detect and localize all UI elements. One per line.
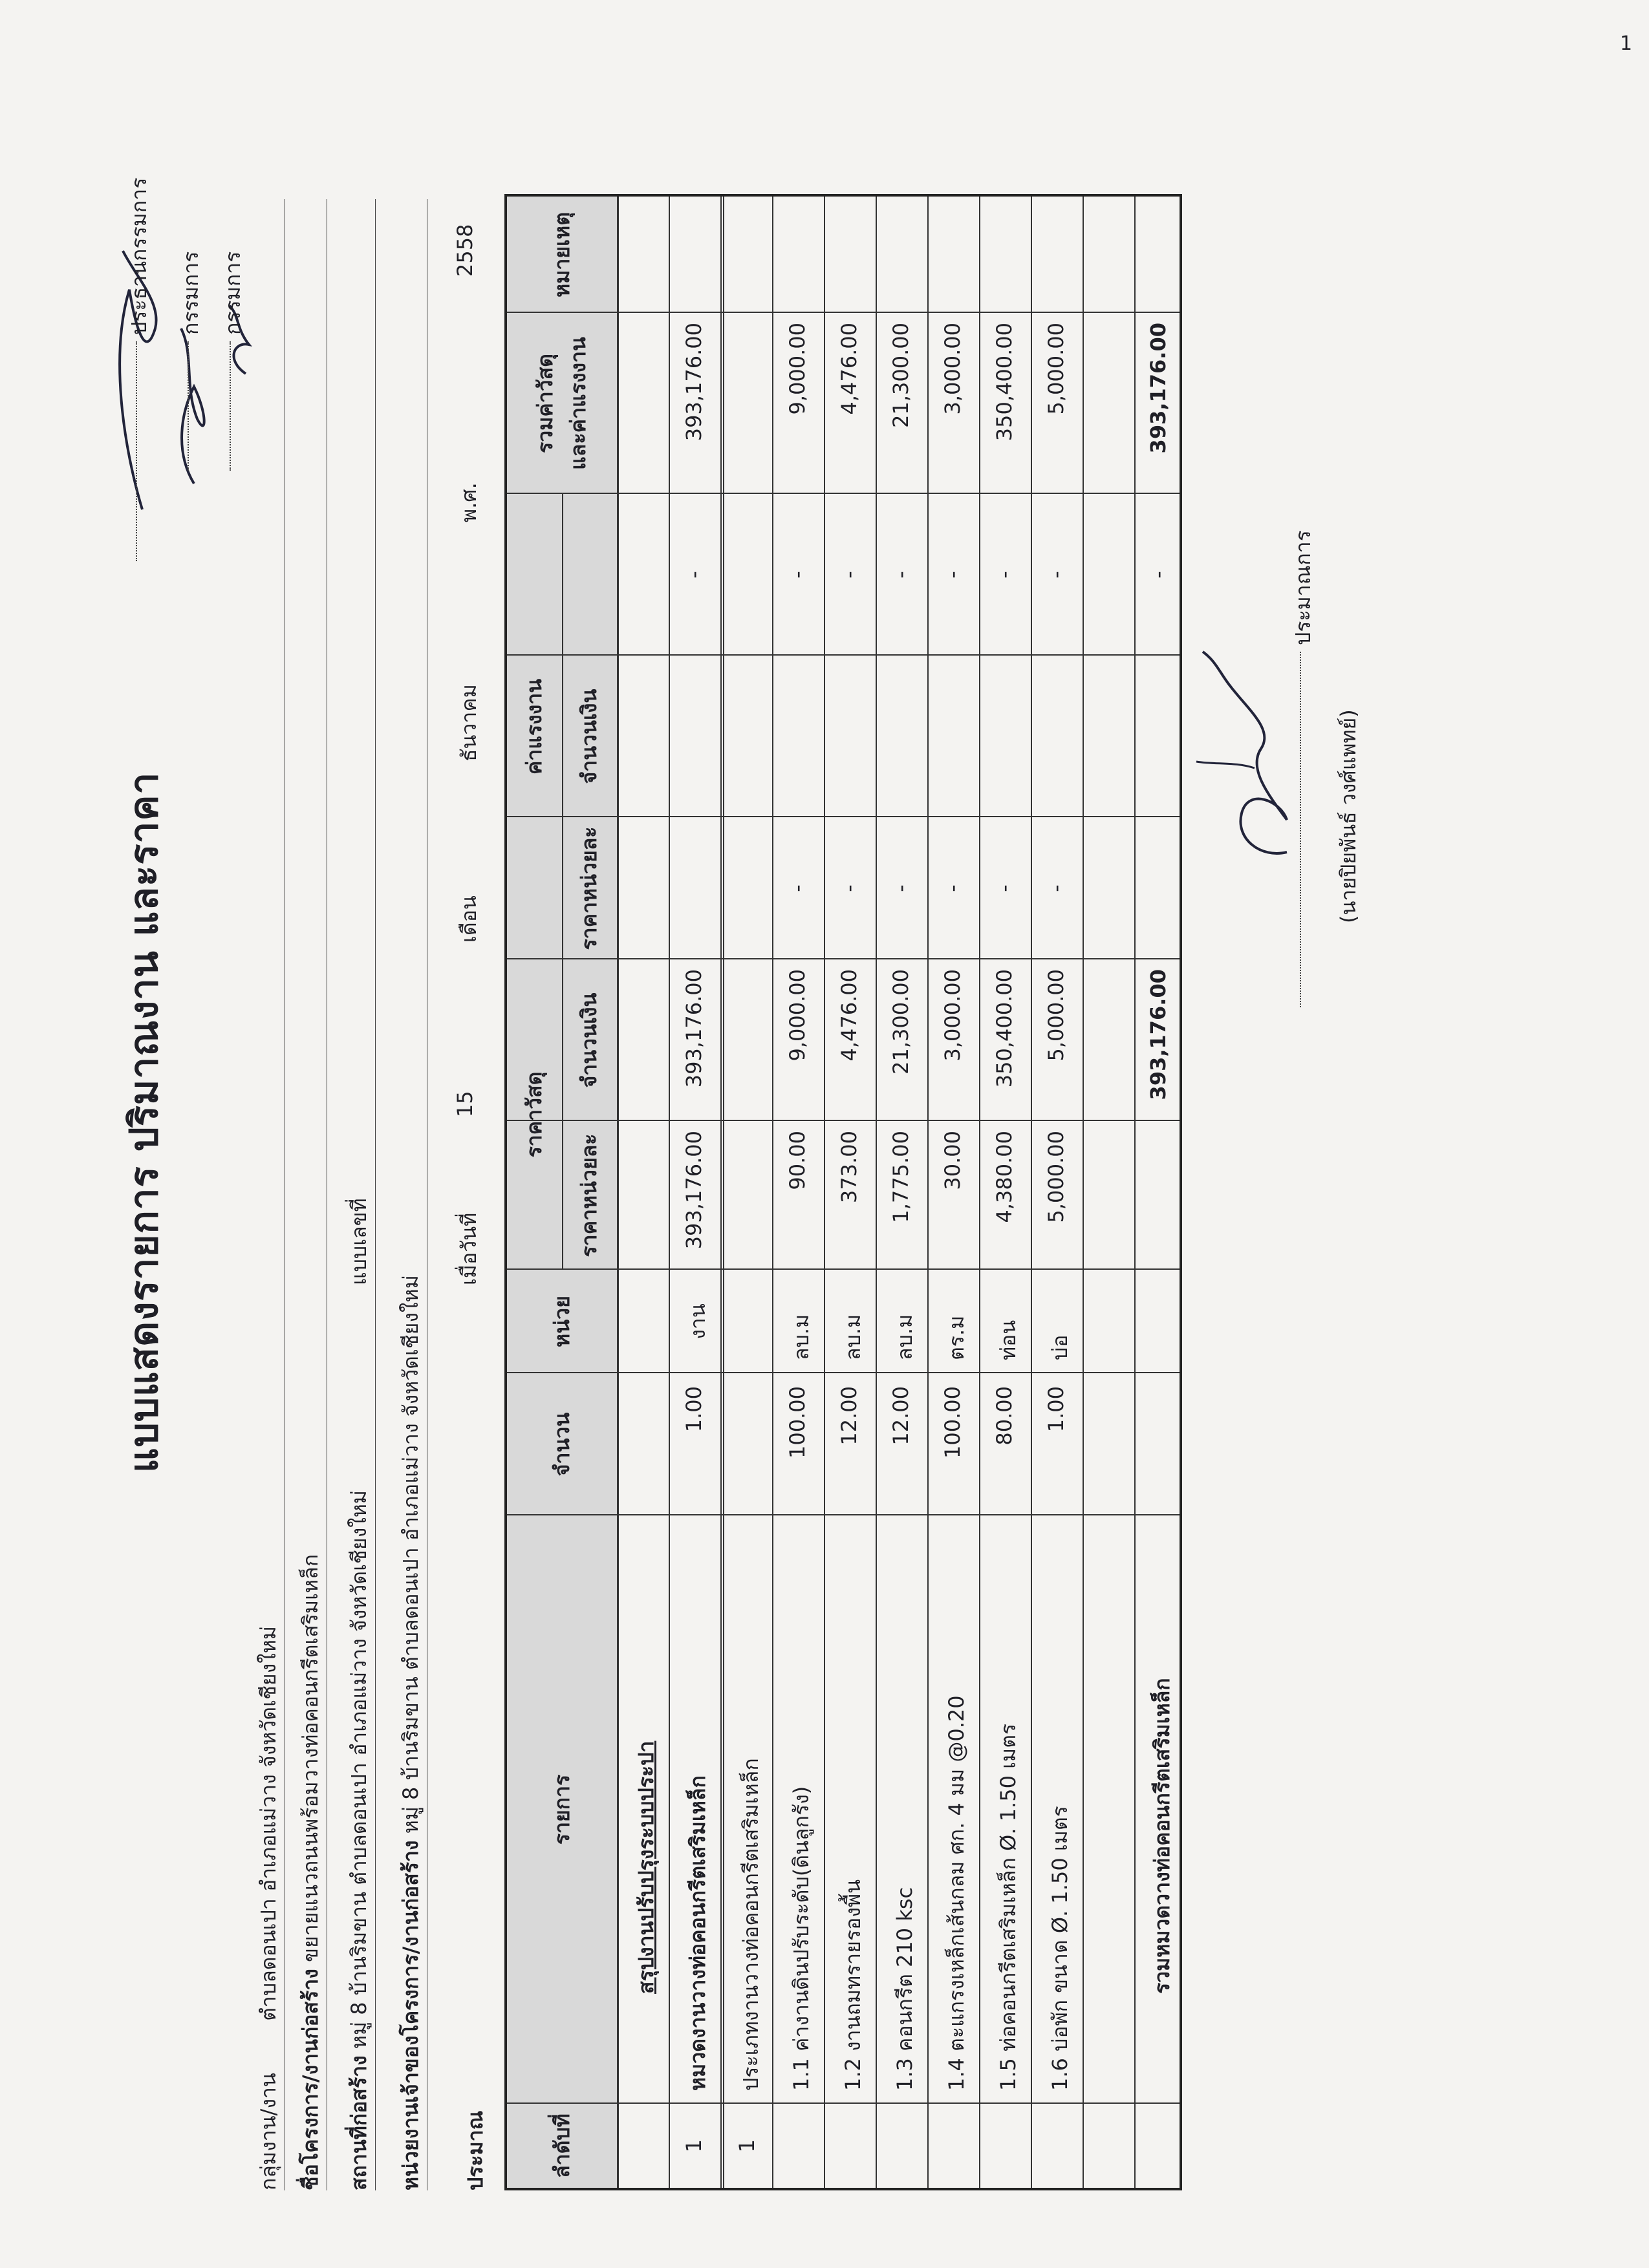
col-labor-unit-header: ราคาหน่วยละ [577,826,601,950]
group-label: กลุ่มงาน/งาน [256,2073,281,2190]
date-year: 2558 [453,224,477,277]
col-labor-amount-header: จำนวนเงิน [577,689,601,784]
row-qty: 12.00 [837,1386,861,1446]
summary-heading: สรุปงานปรับปรุงระบบประปา [634,1740,658,1994]
row-item: 1.3 คอนกรีต 210 ksc [892,1887,917,2091]
row-mat-amount: 5,000.00 [1044,969,1068,1062]
col-material-amount-header: จำนวนเงิน [577,992,601,1088]
location-label: สถานที่ก่อสร้าง [347,2055,371,2190]
chairman-label: ประธานกรรมการ [127,177,151,335]
row-total: 9,000.00 [785,323,810,415]
date-day: 15 [453,1091,477,1117]
group-value: ตำบลดอนเปา อำเภอแม่วาง จังหวัดเชียงใหม่ [256,1625,281,2021]
total-row-lab-amount: - [1146,571,1170,579]
estimator-role: ประมาณการ [1291,530,1315,645]
plan-label: แบบเลขที่ [347,1198,371,1285]
row-item: 1.1 ค่างานดินปรับระดับ(ดินลูกรัง) [789,1786,814,2091]
row-total: 4,476.00 [837,323,861,415]
page-title: แบบแสดงรายการ ปริมาณงาน และราคา [122,771,167,1473]
summary-total: 393,176.00 [682,323,706,442]
summary-unit: งาน [685,1303,710,1340]
row-lab-unit: - [1044,884,1068,892]
row-total: 350,400.00 [992,323,1017,442]
row-qty: 80.00 [992,1386,1017,1446]
row-mat-unit: 90.00 [785,1131,810,1190]
row-item: 1.5 ท่อคอนกรีตเสริมเหล็ก Ø. 1.50 เมตร [996,1723,1020,2091]
owner-value: หมู่ 8 บ้านริมขาน ตำบลดอนเปา อำเภอแม่วาง จังหวัดเชียงใหม่ [398,1275,423,1834]
row-qty: 1.00 [1044,1386,1068,1433]
row-qty: 100.00 [785,1386,810,1459]
owner-label: หน่วยงานเจ้าของโครงการ/งานก่อสร้าง [398,1840,423,2190]
total-row-label: รวมหมวดวางท่อคอนกรีตเสริมเหล็ก [1150,1678,1174,1994]
quantity-price-table [504,194,1182,2190]
row-item: 1.4 ตะแกรงเหล็กเส้นกลม ศก. 4 มม @0.20 [944,1695,969,2091]
col-total-header [507,313,617,494]
row-lab-amount: - [889,571,913,579]
col-total-header-line2: และค่าแรงงาน [566,337,590,470]
row-unit: ลบ.ม [841,1314,865,1360]
row-lab-unit: - [889,884,913,892]
month-label: เดือน [457,895,481,943]
row-lab-unit: - [992,884,1017,892]
estimator-name: (นายปิยพันธ์ วงศ์แพทย์) [1336,709,1361,923]
row-lab-unit: - [940,884,965,892]
row-mat-unit: 373.00 [837,1131,861,1203]
row-lab-unit: - [837,884,861,892]
row-mat-unit: 5,000.00 [1044,1131,1068,1223]
page-number: 1 [1620,32,1633,55]
member-label-2: กรรมการ [221,251,245,335]
row-mat-unit: 1,775.00 [889,1131,913,1223]
row-lab-unit: - [785,884,810,892]
col-material-group-header: ราคาวัสดุ [522,1071,546,1158]
summary-lab-amount: - [682,571,706,579]
row-mat-amount: 21,300.00 [889,969,913,1075]
row-qty: 100.00 [940,1386,965,1459]
row-mat-amount: 9,000.00 [785,969,810,1062]
row-unit: ลบ.ม [892,1314,917,1360]
col-material-unit-header: ราคาหน่วยละ [577,1133,601,1257]
row-total: 21,300.00 [889,323,913,428]
col-labor-group-header: ค่าแรงงาน [522,678,546,775]
summary-no: 1 [682,2139,706,2153]
project-label: ชื่อโครงการ/งานก่อสร้าง [298,1969,323,2190]
location-value: หมู่ 8 บ้านริมขาน ตำบลดอนเปา อำเภอแม่วาง จังหวัดเชียงใหม่ [347,1490,371,2049]
total-row-mat-amount: 393,176.00 [1146,969,1170,1100]
row-lab-amount: - [1044,571,1068,579]
summary-item: หมวดงานวางท่อคอนกรีตเสริมเหล็ก [685,1775,710,2091]
date-prefix: เมื่อวันที่ [457,1212,481,1285]
col-unit-header: หน่วย [549,1296,574,1347]
row-lab-amount: - [940,571,965,579]
row-unit: ลบ.ม [789,1314,814,1360]
col-item-header: รายการ [549,1774,574,1845]
col-remark-header: หมายเหตุ [549,212,574,297]
row-unit: บ่อ [1048,1334,1072,1360]
row-mat-amount: 4,476.00 [837,969,861,1062]
summary-mat-unit: 393,176.00 [682,1131,706,1250]
row-qty: 12.00 [889,1386,913,1446]
date-month: ธันวาคม [457,684,481,762]
member-label-1: กรรมการ [178,251,203,335]
summary-mat-amount: 393,176.00 [682,969,706,1088]
row-unit: ท่อน [996,1320,1020,1360]
row-item: 1.2 งานถมทรายรองพื้น [841,1879,865,2091]
year-label: พ.ศ. [457,482,481,522]
row-unit: ตร.ม [944,1315,969,1360]
row-mat-amount: 3,000.00 [940,969,965,1062]
chairman-signature [97,199,265,522]
section-item: ประเภทงานวางท่อคอนกรีตเสริมเหล็ก [738,1758,763,2091]
row-total: 3,000.00 [940,323,965,415]
estimator-signature [1190,632,1313,878]
summary-qty: 1.00 [682,1386,706,1433]
row-item: 1.6 บ่อพัก ขนาด Ø. 1.50 เมตร [1048,1806,1072,2091]
project-value: ขยายแนวถนนพร้อมวางท่อคอนกรีตเสริมเหล็ก [298,1554,323,1962]
row-total: 5,000.00 [1044,323,1068,415]
estimate-label: ประมาณ [463,2110,488,2190]
row-lab-amount: - [992,571,1017,579]
row-lab-amount: - [837,571,861,579]
row-mat-unit: 30.00 [940,1131,965,1190]
section-no: 1 [735,2139,759,2153]
col-qty-header: จำนวน [549,1412,574,1477]
col-no-header: ลำดับที่ [549,2113,574,2178]
row-mat-amount: 350,400.00 [992,969,1017,1088]
row-mat-unit: 4,380.00 [992,1131,1017,1223]
row-lab-amount: - [785,571,810,579]
col-total-header-line1: รวมค่าวัสดุ [533,354,557,453]
total-row-total: 393,176.00 [1146,323,1170,454]
